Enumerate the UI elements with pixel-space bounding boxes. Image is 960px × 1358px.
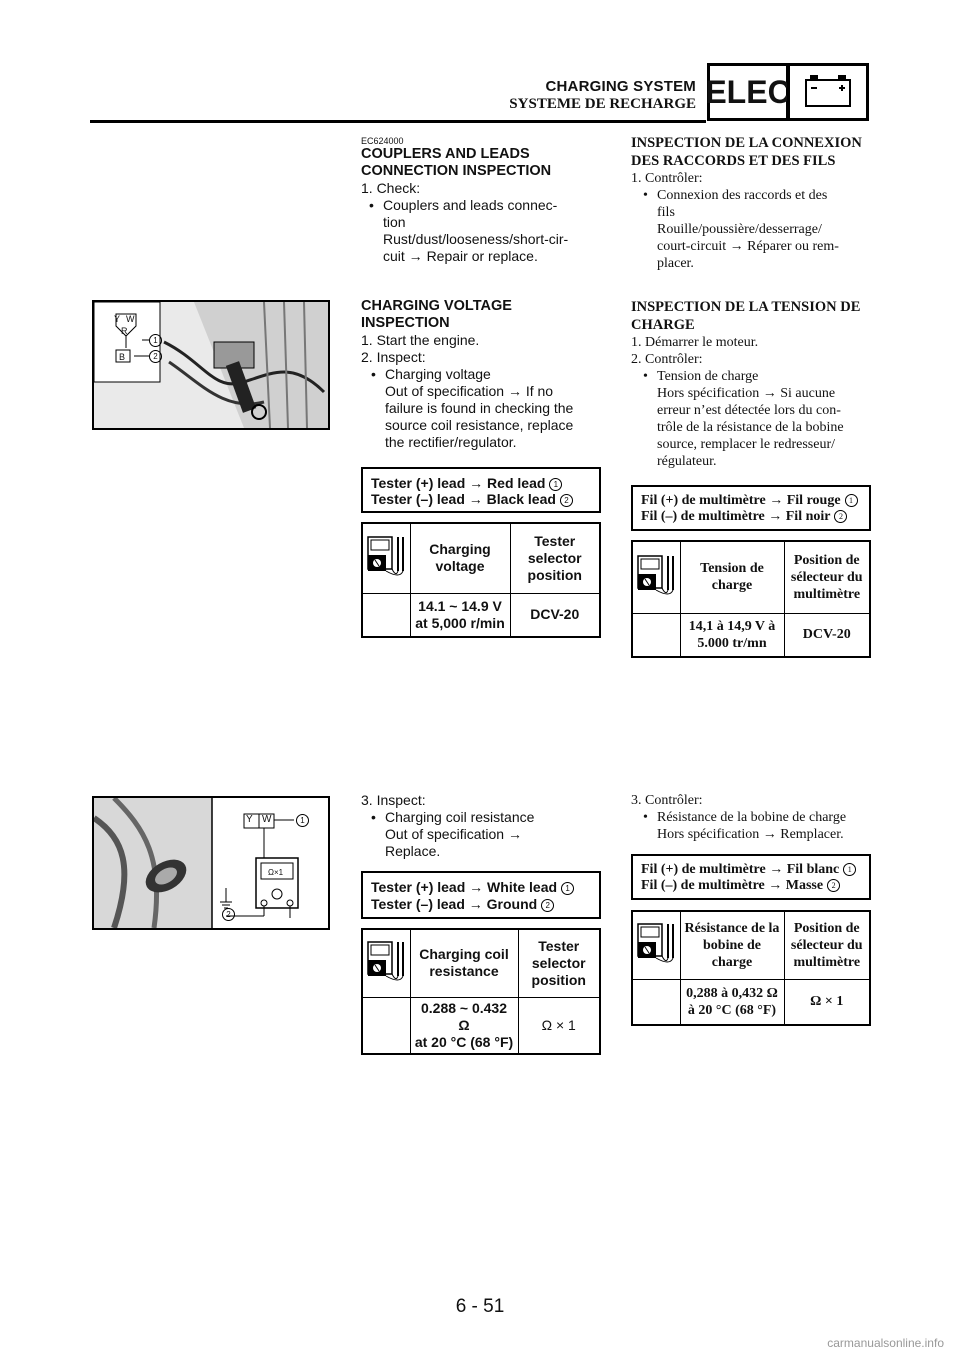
spec-table [361, 928, 601, 1055]
lead-connection-box [361, 871, 601, 919]
spec-table [631, 540, 871, 658]
multimeter-icon [362, 523, 410, 593]
body-text: source coil resistance, replace [385, 417, 574, 433]
heading: INSPECTION DE LA TENSION DE [631, 299, 861, 315]
body-text: Out of specification → [385, 826, 522, 842]
callout-2: 2 [834, 510, 847, 523]
callout-2: 2 [149, 350, 162, 363]
page-number: 6 - 51 [455, 1296, 505, 1317]
watermark: carmanualsonline.info [827, 1336, 944, 1350]
step: 1. Start the engine. [361, 332, 480, 348]
bullet-text: • Charging voltage [385, 366, 601, 383]
step: 3. Inspect: [361, 792, 426, 808]
callout-2: 2 [827, 879, 840, 892]
body-text: Out of specification → If no [385, 383, 554, 399]
col-header: Tester selector position [510, 523, 600, 593]
body-text: tion [383, 214, 406, 230]
spec-value: Ω × 1 [518, 997, 600, 1054]
wire-color-label: W [262, 814, 272, 825]
body-text: régulateur. [657, 454, 717, 469]
step: 1. Check: [361, 180, 421, 196]
step: 2. Contrôler: [631, 352, 703, 367]
spec-value: 14,1 à 14,9 V à 5.000 tr/mn [680, 613, 784, 657]
wire-color-label: Y [114, 314, 121, 324]
battery-icon [787, 63, 869, 121]
charging-coil-section-en [361, 792, 601, 860]
col-header: Tension de charge [680, 541, 784, 613]
spec-value: 0,288 à 0,432 Ω à 20 °C (68 °F) [680, 979, 784, 1025]
col-header: Position de sélecteur du multimètre [784, 541, 870, 613]
meter-range-label: Ω×1 [268, 868, 284, 877]
body-text: erreur n’est détectée lors du con- [657, 403, 841, 418]
spec-value: Ω × 1 [784, 979, 870, 1025]
body-text: Hors spécification → Si aucune [657, 386, 836, 401]
heading: COUPLERS AND LEADS [361, 146, 530, 162]
charging-coil-photo [92, 796, 330, 930]
spec-value: 14.1 ~ 14.9 V at 5,000 r/min [410, 593, 510, 637]
col-header: Charging coil resistance [410, 929, 518, 997]
lead-text: Fil (+) de multimètre → Fil rouge [641, 493, 841, 508]
body-text: Rouille/poussière/desserrage/ [657, 222, 822, 237]
body-text: failure is found in checking the [385, 400, 574, 416]
lead-connection-box [361, 467, 601, 513]
body-text: Replace. [385, 843, 441, 859]
spec-value: 0.288 ~ 0.432 Ω at 20 °C (68 °F) [410, 997, 518, 1054]
charging-voltage-photo [92, 300, 330, 430]
charging-coil-section-fr [631, 792, 871, 843]
bullet-text: • Charging coil resistance [385, 809, 601, 826]
body-text: source, remplacer le redresseur/ [657, 437, 836, 452]
lead-connection-box [631, 485, 871, 531]
lead-text: Tester (–) lead → Ground [371, 896, 538, 912]
col-header: Position de sélecteur du multimètre [784, 911, 870, 979]
heading: CHARGING VOLTAGE [361, 298, 512, 314]
multimeter-icon [632, 541, 680, 613]
lead-text: Fil (–) de multimètre → Masse [641, 878, 824, 893]
section-code: EC624000 [361, 136, 404, 146]
body-text: fils [657, 205, 675, 220]
col-header: Charging voltage [410, 523, 510, 593]
wire-color-label: W [126, 314, 135, 324]
wire-color-label: B [119, 352, 126, 362]
wire-color-label: R [121, 326, 128, 336]
lead-text: Tester (–) lead → Black lead [371, 491, 556, 507]
bullet-text: • Résistance de la bobine de charge [657, 809, 871, 826]
body-text: Rust/dust/looseness/short-cir- [383, 231, 569, 247]
couplers-section-en [361, 146, 601, 265]
callout-2: 2 [222, 908, 235, 921]
body-text: court-circuit → Réparer ou rem- [657, 239, 839, 254]
elec-badge: ELEC [707, 63, 789, 121]
spec-value: DCV-20 [510, 593, 600, 637]
callout-1: 1 [296, 814, 309, 827]
step: 2. Inspect: [361, 349, 426, 365]
heading: CHARGE [631, 317, 695, 333]
callout-1: 1 [561, 882, 574, 895]
section-title-en: CHARGING SYSTEM [545, 78, 696, 95]
spec-table [361, 522, 601, 638]
multimeter-icon [362, 929, 410, 997]
spec-value: DCV-20 [784, 613, 870, 657]
heading: INSPECTION [361, 315, 450, 331]
callout-1: 1 [845, 494, 858, 507]
step: 3. Contrôler: [631, 793, 703, 808]
spec-table [631, 910, 871, 1026]
body-text: Hors spécification → Remplacer. [657, 827, 844, 842]
bullet-text: • Couplers and leads connec- [383, 197, 601, 214]
body-text: cuit → Repair or replace. [383, 248, 538, 264]
callout-1: 1 [843, 863, 856, 876]
bullet-text: • Tension de charge [657, 368, 871, 385]
callout-2: 2 [560, 494, 573, 507]
header-rule [90, 120, 706, 123]
heading: CONNECTION INSPECTION [361, 163, 552, 179]
callout-2: 2 [541, 899, 554, 912]
step: 1. Démarrer le moteur. [631, 335, 759, 350]
lead-text: Tester (+) lead → Red lead [371, 475, 546, 491]
lead-connection-box [631, 854, 871, 900]
multimeter-icon [632, 911, 680, 979]
bullet-text: • Connexion des raccords et des [657, 187, 871, 204]
callout-1: 1 [549, 478, 562, 491]
charging-voltage-section-fr [631, 298, 871, 470]
charging-voltage-section-en [361, 298, 601, 451]
lead-text: Fil (–) de multimètre → Fil noir [641, 509, 831, 524]
heading: DES RACCORDS ET DES FILS [631, 153, 836, 169]
col-header: Résistance de la bobine de charge [680, 911, 784, 979]
col-header: Tester selector position [518, 929, 600, 997]
wire-color-label: Y [246, 814, 253, 825]
lead-text: Tester (+) lead → White lead [371, 879, 558, 895]
step: 1. Contrôler: [631, 171, 703, 186]
body-text: trôle de la résistance de la bobine [657, 420, 844, 435]
couplers-section-fr [631, 134, 871, 272]
body-text: the rectifier/regulator. [385, 434, 517, 450]
callout-1: 1 [149, 334, 162, 347]
body-text: placer. [657, 256, 694, 271]
lead-text: Fil (+) de multimètre → Fil blanc [641, 862, 840, 877]
heading: INSPECTION DE LA CONNEXION [631, 135, 862, 151]
section-title-fr: SYSTEME DE RECHARGE [509, 96, 696, 112]
